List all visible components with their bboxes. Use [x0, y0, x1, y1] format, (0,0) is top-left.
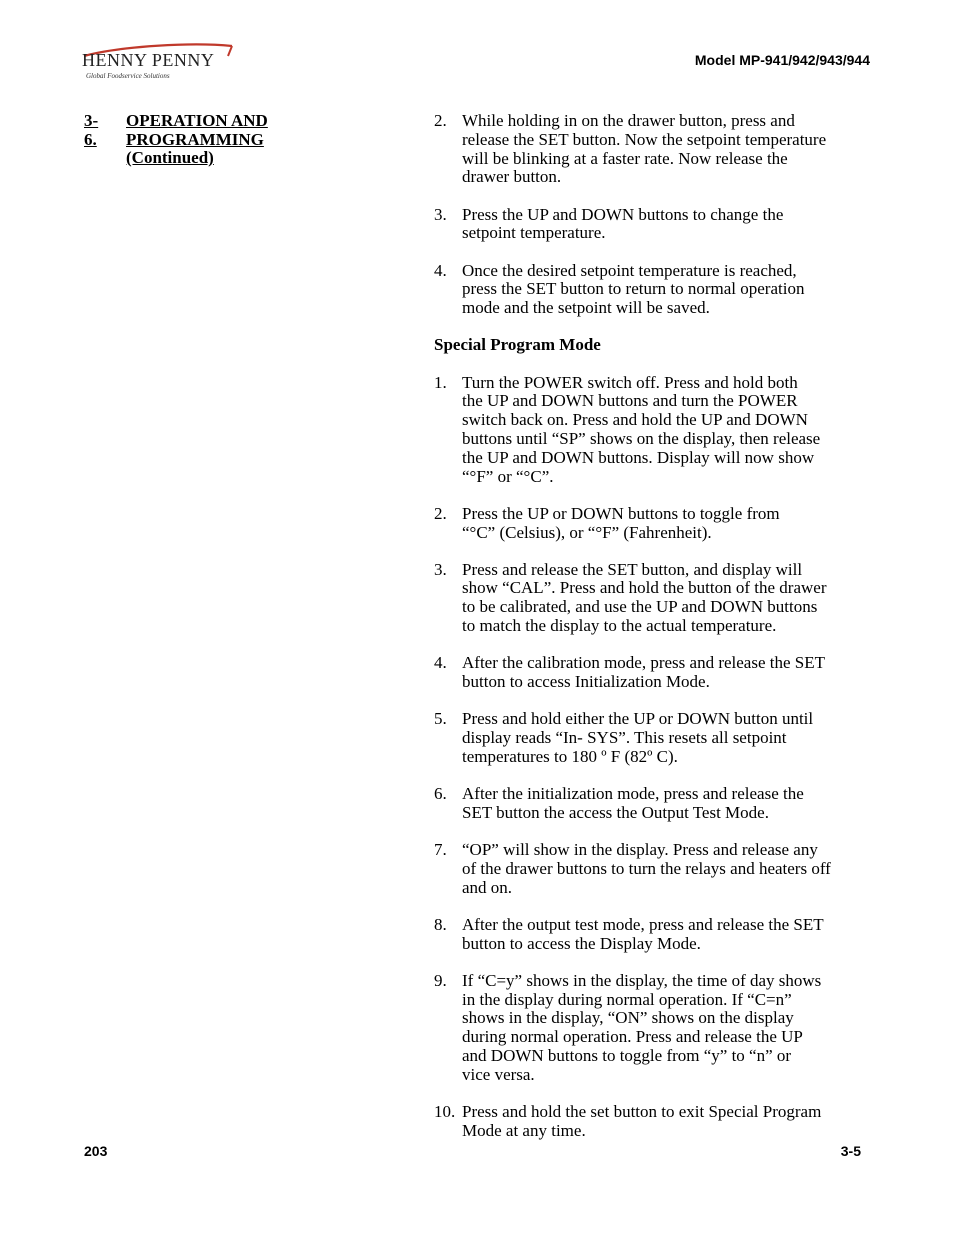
- special-program-steps-list: [434, 374, 874, 1141]
- list-item: [434, 112, 874, 187]
- step-number: 8.: [434, 914, 447, 934]
- step-number: 5.: [434, 709, 447, 729]
- section-title: [126, 112, 268, 168]
- list-item: [434, 561, 874, 636]
- step-text: While holding in on the drawer button, press and release the SET button. Now the setpoint temperature will be blinking at a faster rate. Now release the drawer button.: [462, 111, 827, 187]
- step-text: Press and hold either the UP or DOWN button until display reads “In- SYS”. This resets all setpoint temperatures to 180 º F (82º C).: [462, 709, 814, 766]
- step-number: 9.: [434, 970, 447, 990]
- step-text: After the calibration mode, press and release the SET button to access Initialization Mode.: [462, 653, 826, 692]
- list-item: [434, 206, 874, 244]
- step-text: Once the desired setpoint temperature is reached, press the SET button to return to normal operation mode and the setpoint will be saved.: [462, 260, 805, 318]
- list-item: [434, 1103, 874, 1141]
- step-text: Press the UP and DOWN buttons to change the setpoint temperature.: [462, 204, 784, 243]
- step-number: 4.: [434, 260, 447, 280]
- list-item: [434, 710, 874, 766]
- instructions-column: [434, 112, 874, 1159]
- setpoint-steps-list: [434, 112, 874, 318]
- list-item: [434, 374, 874, 487]
- list-item: [434, 972, 874, 1085]
- subheading: Special Program Mode: [434, 335, 601, 355]
- step-number: 2.: [434, 111, 447, 130]
- model-number: Model MP-941/942/943/944: [694, 52, 870, 68]
- section-title-line1: OPERATION AND: [126, 111, 268, 130]
- step-number: 1.: [434, 372, 447, 392]
- step-number: 3.: [434, 559, 447, 579]
- step-number: 10.: [434, 1101, 456, 1121]
- step-text: Turn the POWER switch off. Press and hold both the UP and DOWN buttons and turn the POWER switch back on. Press and hold the UP and DOWN buttons until “SP” shows on the display, then release the UP and DOWN buttons. Display will now show “°F” or “°C”.: [462, 372, 821, 486]
- list-item: [434, 785, 874, 823]
- list-item: [434, 841, 874, 897]
- section-number: 3-6.: [84, 111, 99, 149]
- step-text: If “C=y” shows in the display, the time of day shows in the display during normal operation. If “C=n” shows in the display, “ON” shows on the display during normal operation. Press and release the UP and DOWN buttons to toggle from “y” to “n” or vice versa.: [462, 970, 822, 1084]
- section-title-line3: (Continued): [126, 148, 214, 167]
- step-number: 7.: [434, 840, 447, 860]
- section-title-line2: PROGRAMMING: [126, 129, 264, 149]
- list-item: [434, 916, 874, 954]
- list-item: [434, 262, 874, 318]
- step-number: 4.: [434, 653, 447, 673]
- step-text: Press the UP or DOWN buttons to toggle from “°C” (Celsius), or “°F” (Fahrenheit).: [462, 503, 780, 542]
- step-text: Press and release the SET button, and display will show “CAL”. Press and hold the button of the drawer to be calibrated, and use the UP and DOWN buttons to match the display to the actual temperature.: [462, 559, 827, 636]
- logo-text: HENNY PENNY: [82, 50, 215, 70]
- page-number: 3-5: [840, 1143, 861, 1159]
- list-item: [434, 654, 874, 692]
- henny-penny-logo: [82, 42, 242, 82]
- logo-tagline: Global Foodservice Solutions: [86, 72, 170, 80]
- step-text: “OP” will show in the display. Press and release any of the drawer buttons to turn the relays and heaters off and on.: [462, 840, 831, 897]
- step-text: After the initialization mode, press and release the SET button the access the Output Test Mode.: [462, 784, 804, 822]
- footer-code: 203: [84, 1143, 108, 1159]
- step-text: Press and hold the set button to exit Special Program Mode at any time.: [462, 1101, 822, 1140]
- step-number: 2.: [434, 503, 447, 523]
- step-number: 3.: [434, 204, 447, 224]
- step-number: 6.: [434, 784, 447, 804]
- step-text: After the output test mode, press and release the SET button to access the Display Mode.: [462, 914, 824, 953]
- list-item: [434, 505, 874, 543]
